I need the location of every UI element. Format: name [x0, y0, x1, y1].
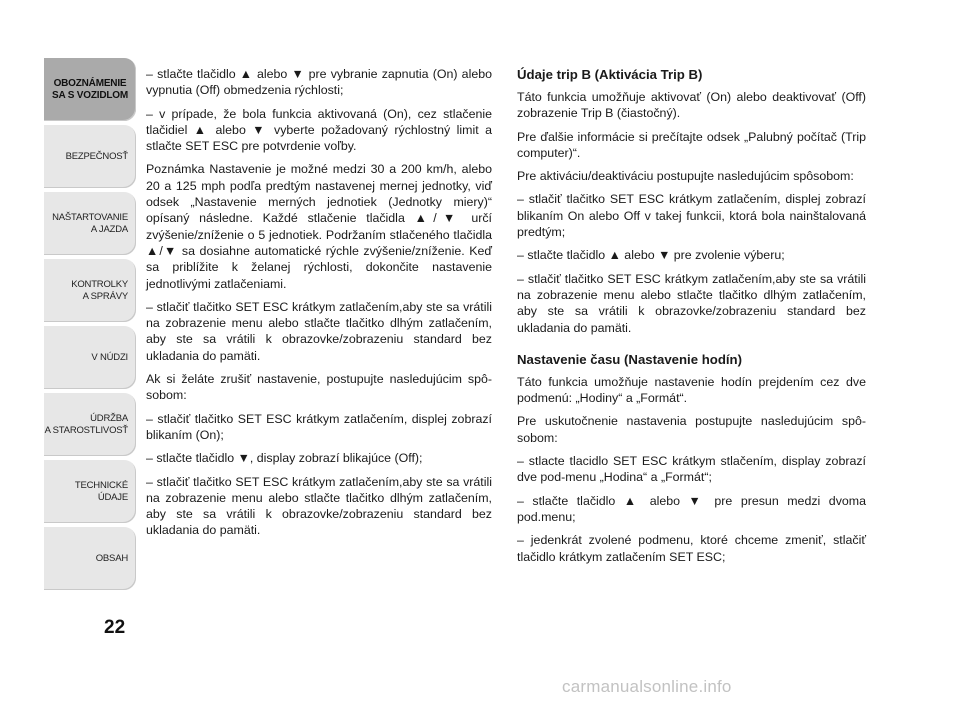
paragraph: – stlačte tlačidlo ▲ alebo ▼ pre zvolenie výberu;: [517, 248, 785, 263]
watermark: carmanualsonline.info: [562, 677, 732, 696]
paragraph: – jedenkrát zvolené podmenu, ktoré chceme zmeniť, stlačiť tlačidlo krátkym zatlačením SET ESC;: [517, 533, 866, 564]
paragraph: – stlacte tlacidlo SET ESC krátkym stlačením, display zobrazí dve pod-menu „Hodina“ a „Formát“;: [517, 454, 866, 485]
tab-udrzba[interactable]: ÚDRŽBA A STAROSTLIVOSŤ: [44, 393, 136, 456]
paragraph: Táto funkcia umožňuje nastavenie hodín prejdením cez dve podmenú: „Hodiny“ a „Formát“.: [517, 374, 866, 406]
page-number: 22: [104, 617, 126, 638]
paragraph: Pre aktiváciu/deaktiváciu postupujte nasledujúcim spôsobom:: [517, 169, 854, 184]
tab-bezpecnost[interactable]: BEZPEČNOSŤ: [44, 125, 136, 188]
paragraph: Ak si želáte zrušiť nastavenie, postupujte nasledujúcim spôsobom:: [146, 372, 492, 403]
tab-obsah[interactable]: OBSAH: [44, 527, 136, 590]
tab-nastartovanie[interactable]: NAŠTARTOVANIE A JAZDA: [44, 192, 136, 255]
paragraph: – stlačiť tlačitko SET ESC krátkym zatlačením, displej zobrazí blikaním On alebo Off v takej funkcii, ktorá bola nainštalovaná predtým;: [517, 192, 866, 240]
paragraph: – stlačte tlačidlo ▲ alebo ▼ pre vybranie zapnutia (On) alebo vypnutia (Off) obmedzenia rýchlosti;: [146, 67, 492, 98]
paragraph: – v prípade, že bola funkcia aktivovaná (On), cez stlačenie tlačidiel ▲ alebo ▼ vyberte požadovaný rýchlostný limit a stlačte SET ESC pre potvrdenie voľby.: [146, 106, 492, 154]
paragraph: – stlačte tlačidlo ▼, display zobrazí blikajúce (Off);: [146, 451, 423, 466]
tab-technicke-udaje[interactable]: TECHNICKÉ ÚDAJE: [44, 460, 136, 523]
paragraph: Poznámka Nastavenie je možné medzi 30 a 200 km/h, alebo 20 a 125 mph podľa predtým nastavenej mernej jednotky, viď odsek „Nastavenie merných jednotiek (Jednotky miery)“ opísaný následne. Každé stlačenie tlačidla ▲/▼ určí zvýšenie/zníženie o 5 jednotiek. Podržaním stlačeného tlačidla ▲/▼ sa dosiahne automatické rýchle zvýšenie/zníženie. Keď sa priblížite k želanej rýchlosti, dokončite nastavenie jednotlivými zatlačeniami.: [146, 162, 492, 291]
section-spacer: [517, 343, 866, 351]
paragraph: – stlačiť tlačitko SET ESC krátkym zatlačením,aby ste sa vrátili na zobrazenie menu alebo stlačte tlačitko dlhým zatlačením, aby ste sa vrátili k obrazovke/zobrazeniu standard bez ukladania do pamäti.: [146, 474, 492, 538]
left-column: [146, 66, 492, 546]
tab-oboznamenie[interactable]: OBOZNÁMENIE SA S VOZIDLOM: [44, 58, 136, 121]
tab-v-nudzi[interactable]: V NÚDZI: [44, 326, 136, 389]
paragraph: – stlačiť tlačitko SET ESC krátkym zatlačením, displej zobrazí blikaním (On);: [146, 411, 492, 442]
paragraph: Pre uskutočnenie nastavenia postupujte nasledujúcim spôsobom:: [517, 414, 866, 445]
paragraph: – stlačiť tlačitko SET ESC krátkym zatlačením,aby ste sa vrátili na zobrazenie menu alebo stlačte tlačitko dlhým zatlačením, aby ste sa vrátili k obrazovke/zobrazeniu standard bez ukladania do pamäti.: [146, 299, 492, 363]
section-heading-trip-b: Údaje trip B (Aktivácia Trip B): [517, 67, 703, 82]
paragraph: Táto funkcia umožňuje aktivovať (On) alebo deaktivovať (Off) zobrazenie Trip B (čiastočný).: [517, 90, 866, 121]
section-heading-time: Nastavenie času (Nastavenie hodín): [517, 351, 742, 367]
paragraph: – stlačiť tlačitko SET ESC krátkym zatlačením,aby ste sa vrátili na zobrazenie menu alebo stlačte tlačitko dlhým zatlačením, aby ste sa vrátili k obrazovke/zobrazeniu standard bez ukladania do pamäti.: [517, 271, 866, 335]
chapter-tabs: [44, 58, 136, 594]
tab-kontrolky[interactable]: KONTROLKY A SPRÁVY: [44, 259, 136, 322]
right-column: [517, 66, 866, 572]
paragraph: Pre ďalšie informácie si prečítajte odsek „Palubný počítač (Trip computer)“.: [517, 129, 866, 160]
paragraph: – stlačte tlačidlo ▲ alebo ▼ pre presun medzi dvoma pod.menu;: [517, 493, 866, 524]
